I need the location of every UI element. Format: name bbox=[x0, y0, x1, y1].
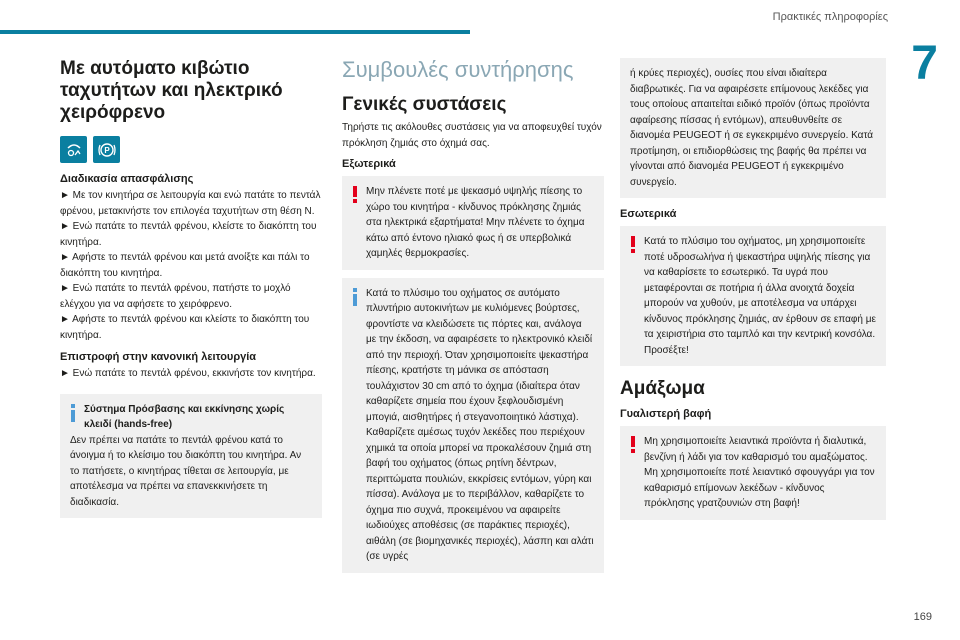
column-middle bbox=[342, 58, 604, 573]
heading-maintenance: Συμβουλές συντήρησης bbox=[342, 57, 574, 82]
procedure-title: Διαδικασία απασφάλισης bbox=[60, 173, 194, 185]
info-box-continued bbox=[620, 58, 886, 198]
step-1: ► Με τον κινητήρα σε λειτουργία και ενώ πατάτε το πεντάλ φρένου, μετακινήστε τον επιλογέα ταχυτήτων στη θέση N. bbox=[60, 190, 321, 217]
header-rule bbox=[0, 30, 470, 34]
warning-text-exterior: Μην πλένετε ποτέ με ψεκασμό υψηλής πίεσης το χώρο του κινητήρα - κίνδυνος πρόκλησης ζημιάς στα ηλεκτρικά εξαρτήματα! Μην πλένετε το όχημα κάτω από έντονο ηλιακό φως ή σε υπερβολικά χαμηλές θερμοκρασίες. bbox=[366, 186, 585, 259]
info-box-title: Σύστημα Πρόσβασης και εκκίνησης χωρίς κλειδί (hands-free) bbox=[84, 403, 285, 430]
svg-text:P: P bbox=[103, 145, 110, 155]
interior-title: Εσωτερικά bbox=[620, 208, 677, 220]
warning-text-interior: Κατά το πλύσιμο του οχήματος, μη χρησιμοποιείτε ποτέ υδροσωλήνα ή ψεκαστήρα υψηλής πίεσης για να καθαρίσετε το εσωτερικό. Τα υγρά που μεταφέρονται σε ποτήρια ή άλλα ανοιχτά δοχεία μπορούν να χυθούν, με αποτέλεσμα να υπάρχει κίνδυνος πρόκλησης ζημιάς, αν έρθουν σε επαφή με τα χειριστήρια στο ταμπλό και την κεντρική κονσόλα. Προσέξτε! bbox=[644, 236, 876, 356]
intro-text: Τηρήστε τις ακόλουθες συστάσεις για να αποφευχθεί τυχόν πρόκληση ζημιάς στο όχημά σας. bbox=[342, 122, 602, 149]
info-icon bbox=[352, 288, 358, 306]
warning-icon bbox=[630, 236, 636, 253]
info-text-exterior: Κατά το πλύσιμο του οχήματος σε αυτόματο πλυντήριο αυτοκινήτων με κυλιόμενες βούρτσες, φροντίστε να κλειδώσετε τις πόρτες και, ανάλογα με την έκδοση, να αφαιρέσετε το ηλεκτρονικό κλειδί από την περιοχή. Όταν χρησιμοποιείτε ψεκαστήρα πίεσης, κρατήστε τη μάνικα σε απόσταση τουλάχιστον 30 cm από το όχημα (ιδιαίτερα όταν καθαρίζετε σημεία που έχουν ξεφλουδισμένη μπογιά, αισθητήρες ή στεγανοποιητικό λάστιχα). Καθαρίζετε αμέσως τυχόν λεκέδες που περιέχουν χημικά τα οποία μπορεί να προκαλέσουν ζημιά στη βαφή του οχήματος (όπως ρητίνη δέντρων, περιττώματα πουλιών, εκκρίσεις εντόμων, γύρη και πίσσα). Ανάλογα με το περιβάλλον, καθαρίζετε το όχημα πιο συχνά, προκειμένου να αφαιρείτε ιωδιούχες αποθέσεις (σε παράκτιες περιοχές), αιθάλη (σε βιομηχανικές περιοχές), λάσπη και αλάτι (σε υγρές bbox=[366, 287, 594, 562]
icon-row bbox=[60, 136, 322, 163]
step-4: ► Ενώ πατάτε το πεντάλ φρένου, πατήστε το μοχλό ελέγχου για να αφήσετε το χειρόφρενο. bbox=[60, 283, 291, 310]
info-box-keyless bbox=[60, 394, 322, 519]
heading-general: Γενικές συστάσεις bbox=[342, 94, 507, 115]
heading-bodywork: Αμάξωμα bbox=[620, 378, 705, 399]
column-right bbox=[620, 58, 886, 520]
info-box-text: Δεν πρέπει να πατάτε το πεντάλ φρένου κατά το άνοιγμα ή το κλείσιμο του διακόπτη του κινητήρα. Αν το πατήσετε, ο κινητήρας τίθεται σε λειτουργία, με αποτέλεσμα να πρέπει να επανεκκινήσετε τη διαδικασία. bbox=[70, 434, 302, 508]
step-2: ► Ενώ πατάτε το πεντάλ φρένου, κλείστε το διακόπτη του κινητήρα. bbox=[60, 221, 317, 248]
info-icon bbox=[70, 404, 76, 422]
continued-text: ή κρύες περιοχές), ουσίες που είναι ιδιαίτερα διαβρωτικές. Για να αφαιρέσετε επίμονους λεκέδες για τους οποίους απαιτείται ειδικό προϊόν (όπως προϊόντα αφαίρεσης πίσσας ή εντόμων), απευθυνθείτε σε διανομέα PEUGEOT ή σε εγκεκριμένο συνεργείο. Κατά προτίμηση, οι επιδιορθώσεις της βαφής θα πρέπει να γίνονται από διανομέα PEUGEOT ή εγκεκριμένο συνεργείο. bbox=[630, 68, 874, 188]
chapter-number: 7 bbox=[911, 37, 938, 90]
warning-box-exterior bbox=[342, 176, 604, 270]
warning-box-paint bbox=[620, 426, 886, 520]
page-number: 169 bbox=[913, 611, 932, 623]
exterior-title: Εξωτερικά bbox=[342, 158, 396, 170]
info-box-exterior bbox=[342, 278, 604, 573]
section-title: Πρακτικές πληροφορίες bbox=[772, 11, 888, 23]
step-5: ► Αφήστε το πεντάλ φρένου και κλείστε το διακόπτη του κινητήρα. bbox=[60, 314, 310, 341]
warning-icon bbox=[630, 436, 636, 453]
paint-title: Γυαλιστερή βαφή bbox=[620, 408, 712, 420]
return-step: ► Ενώ πατάτε το πεντάλ φρένου, εκκινήστε τον κινητήρα. bbox=[60, 368, 316, 379]
parking-brake-icon bbox=[93, 136, 120, 163]
warning-box-interior bbox=[620, 226, 886, 366]
car-wash-icon bbox=[60, 136, 87, 163]
return-title: Επιστροφή στην κανονική λειτουργία bbox=[60, 351, 257, 363]
heading-auto-gearbox: Με αυτόματο κιβώτιο ταχυτήτων και ηλεκτρικό χειρόφρενο bbox=[60, 58, 283, 123]
step-3: ► Αφήστε το πεντάλ φρένου και μετά ανοίξτε και πάλι το διακόπτη του κινητήρα. bbox=[60, 252, 310, 279]
warning-text-paint: Μη χρησιμοποιείτε λειαντικά προϊόντα ή διαλυτικά, βενζίνη ή λάδι για τον καθαρισμό του αμαξώματος. Μη χρησιμοποιείτε ποτέ λειαντικό σφουγγάρι για τον καθαρισμό επίμονων λεκέδων - κίνδυνος πρόκλησης γρατζουνιών στη βαφή! bbox=[644, 436, 875, 509]
column-left bbox=[60, 58, 322, 518]
warning-icon bbox=[352, 186, 358, 203]
